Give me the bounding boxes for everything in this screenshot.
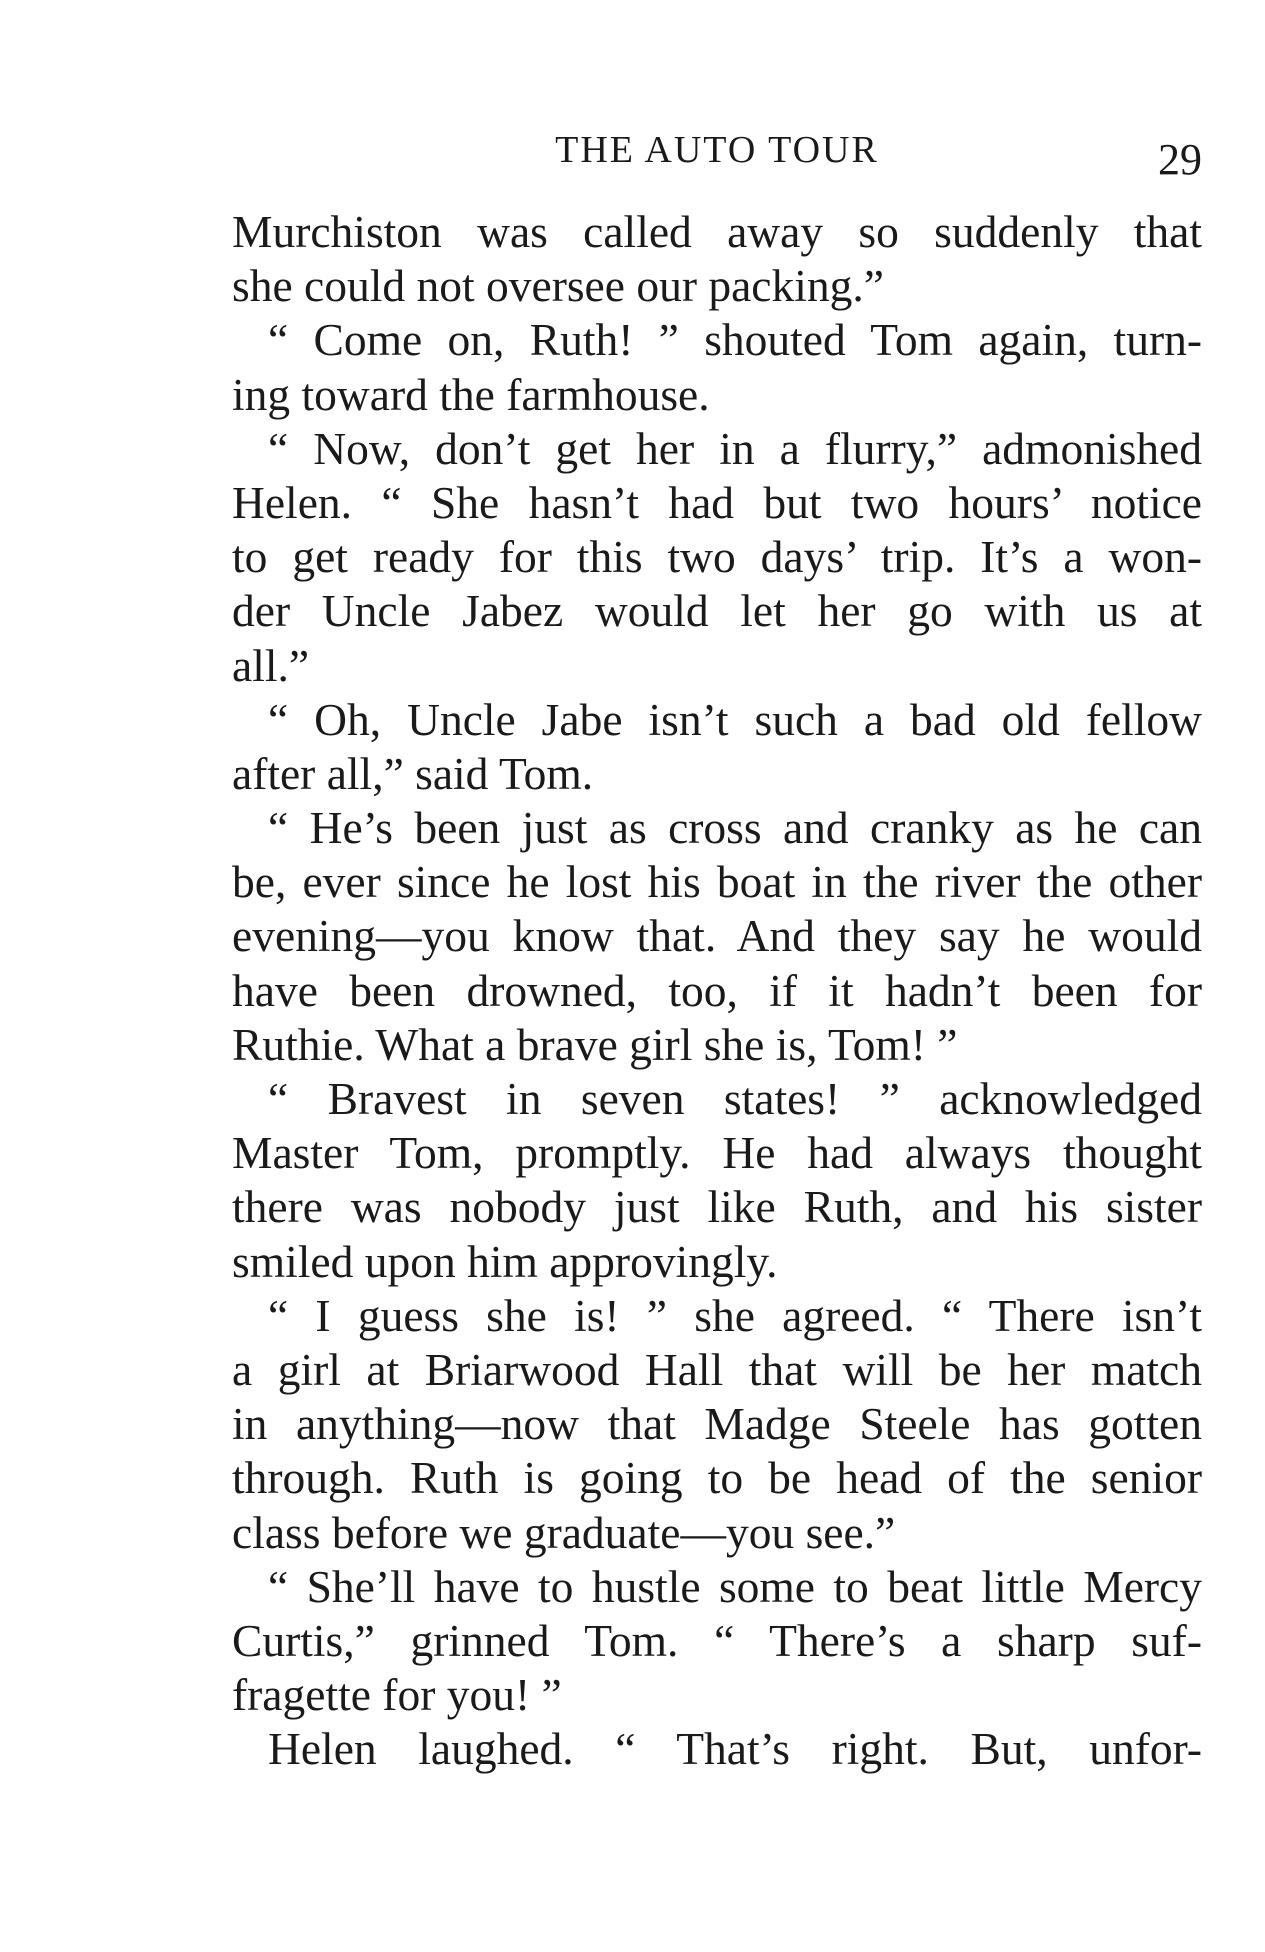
- text-line: a girl at Briarwood Hall that will be her match: [232, 1343, 1202, 1395]
- text-line: class before we graduate—you see.”: [232, 1506, 896, 1558]
- text-line: ing toward the farmhouse.: [232, 368, 710, 420]
- text-line: “ He’s been just as cross and cranky as he can: [268, 802, 1202, 854]
- running-title: THE AUTO TOUR: [555, 129, 879, 171]
- text-line: she could not oversee our packing.”: [232, 260, 884, 312]
- text-line: Master Tom, promptly. He had always thought: [232, 1127, 1202, 1179]
- text-line: “ Oh, Uncle Jabe isn’t such a bad old fellow: [268, 693, 1202, 745]
- text-line: to get ready for this two days’ trip. It’s a won-: [232, 531, 1202, 583]
- text-line: after all,” said Tom.: [232, 747, 594, 799]
- text-line: Ruthie. What a brave girl she is, Tom! ”: [232, 1018, 958, 1070]
- text-line: “ I guess she is! ” she agreed. “ There isn’t: [268, 1289, 1202, 1341]
- text-line: Helen. “ She hasn’t had but two hours’ notice: [232, 476, 1202, 528]
- text-line: be, ever since he lost his boat in the river the other: [232, 856, 1202, 908]
- text-line: “ Come on, Ruth! ” shouted Tom again, turn-: [268, 314, 1202, 366]
- text-line: in anything—now that Madge Steele has gotten: [232, 1398, 1202, 1450]
- text-line: have been drowned, too, if it hadn’t been for: [232, 964, 1202, 1016]
- text-line: Helen laughed. “ That’s right. But, unfor-: [268, 1723, 1202, 1775]
- text-line: there was nobody just like Ruth, and his sister: [232, 1181, 1202, 1233]
- page-number: 29: [1158, 135, 1202, 184]
- text-line: fragette for you! ”: [232, 1669, 562, 1721]
- text-line: der Uncle Jabez would let her go with us at: [232, 585, 1202, 637]
- text-line: “ Now, don’t get her in a flurry,” admonished: [268, 422, 1202, 474]
- text-line: through. Ruth is going to be head of the senior: [232, 1452, 1202, 1504]
- running-head: [232, 128, 1202, 184]
- text-line: Murchiston was called away so suddenly that: [232, 206, 1202, 257]
- text-line: smiled upon him approvingly.: [232, 1235, 778, 1287]
- text-line: evening—you know that. And they say he would: [232, 910, 1202, 962]
- text-line: “ Bravest in seven states! ” acknowledged: [268, 1073, 1202, 1124]
- text-line: “ She’ll have to hustle some to beat little Mercy: [268, 1560, 1202, 1612]
- text-line: Curtis,” grinned Tom. “ There’s a sharp suf-: [232, 1614, 1202, 1666]
- text-line: all.”: [232, 639, 310, 691]
- body-text: [232, 205, 1202, 1776]
